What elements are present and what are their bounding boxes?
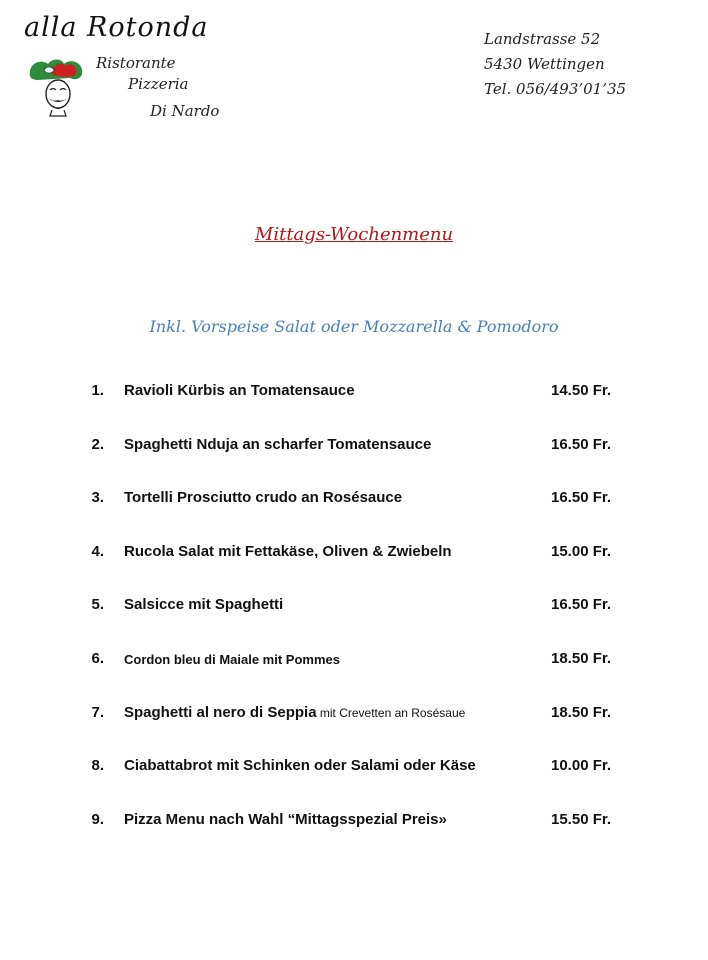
item-name [124,652,340,667]
item-price: 15.00 Fr. [551,543,612,560]
item-number: 7. [91,704,104,721]
item-dish: Cordon bleu di Maiale mit Pommes [124,652,340,667]
subtitle-ristorante: Ristorante [96,54,176,72]
address-phone: Tel. 056/493’01’35 [484,80,627,98]
item-name [124,757,476,774]
item-name [124,543,452,560]
item-name [124,436,431,453]
item-dish: Tortelli Prosciutto crudo an Rosésauce [124,489,403,506]
item-price: 18.50 Fr. [551,704,612,721]
item-dish: Pizza Menu nach Wahl “Mittagsspezial Preis» [124,811,447,828]
item-price: 10.00 Fr. [551,757,612,774]
item-dish: Ravioli Kürbis an Tomatensauce [124,382,355,399]
menu-item [0,374,708,404]
item-dish: Salsicce mit Spaghetti [124,596,284,613]
menu-item [0,588,708,618]
item-price: 16.50 Fr. [551,596,612,613]
menu-item [0,642,708,672]
item-price: 18.50 Fr. [551,650,612,667]
item-number: 4. [91,543,104,560]
subtitle-pizzeria: Pizzeria [128,75,189,93]
item-dish: Spaghetti al nero di Seppia [124,704,317,721]
item-dish: Ciabattabrot mit Schinken oder Salami oder Käse [124,757,476,774]
menu-item [0,803,708,833]
item-number: 3. [91,489,104,506]
owner-name: Di Nardo [150,102,220,120]
chef-logo-icon [26,56,90,118]
menu-item [0,481,708,511]
item-price: 16.50 Fr. [551,436,612,453]
item-name [124,704,465,721]
starter-note: Inkl. Vorspeise Salat oder Mozzarella & Pomodoro [149,317,559,336]
menu-title: Mittags-Wochenmenu [254,224,454,245]
item-number: 1. [91,382,104,399]
menu-item [0,535,708,565]
menu-item [0,749,708,779]
item-extra: mit Crevetten an Rosésaue [316,706,466,720]
address-city: 5430 Wettingen [484,55,605,73]
item-name [124,489,402,506]
item-price: 16.50 Fr. [551,489,612,506]
item-number: 8. [91,757,104,774]
menu-item [0,428,708,458]
item-dish: Rucola Salat mit Fettakäse, Oliven & Zwiebeln [124,543,452,560]
item-number: 5. [91,596,104,613]
item-name [124,811,447,828]
item-number: 6. [91,650,104,667]
menu-item [0,696,708,726]
item-number: 2. [91,436,104,453]
item-price: 14.50 Fr. [551,382,612,399]
restaurant-name: alla Rotonda [24,12,209,43]
item-name [124,596,283,613]
item-dish: Spaghetti Nduja an scharfer Tomatensauce [124,436,432,453]
item-name [124,382,355,399]
address-street: Landstrasse 52 [484,30,601,48]
item-number: 9. [91,811,104,828]
item-price: 15.50 Fr. [551,811,612,828]
